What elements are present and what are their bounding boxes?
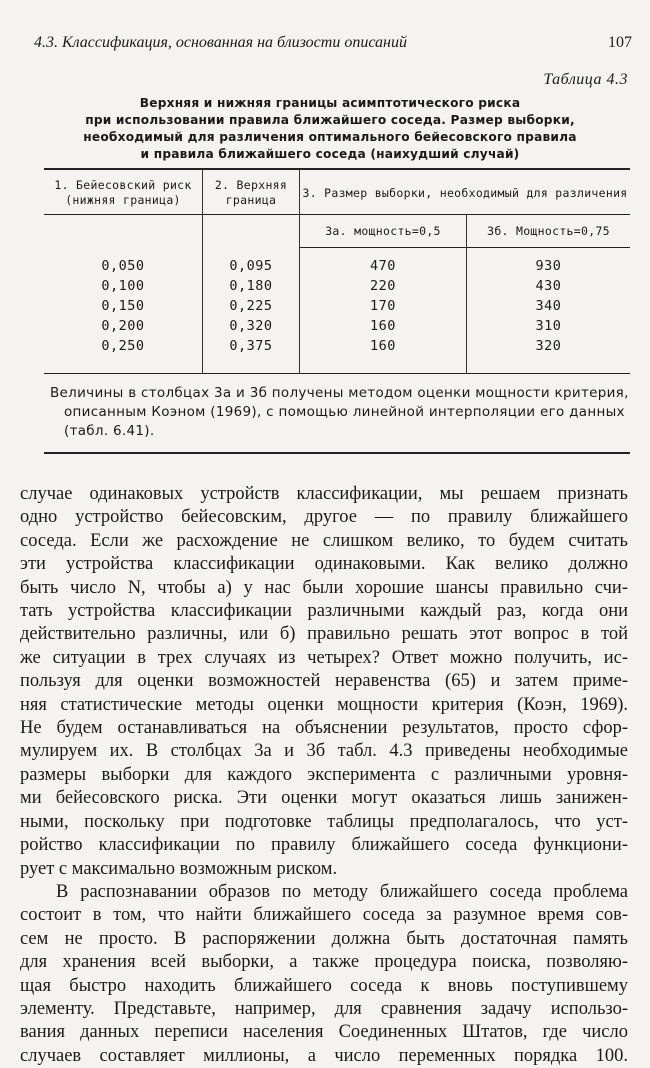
header-upper-bound bbox=[203, 178, 299, 208]
table-caption bbox=[60, 95, 600, 163]
text-line: ными, поскольку при подготовке таблицы предполагалось, что уст- bbox=[20, 811, 628, 832]
text-line: мулируем их. В столбцах 3а и 3б табл. 4.3 приведены необходимые bbox=[20, 741, 628, 762]
text-line: ройство классификации по правилу ближайшего соседа функциони- bbox=[20, 835, 628, 856]
table-label: Таблица 4.3 bbox=[543, 71, 628, 88]
text-line: случае одинаковых устройств классификации, мы решаем признать bbox=[20, 484, 628, 504]
table-bottom-rule bbox=[44, 373, 630, 374]
text-line: одно устройство бейесовским, другое — по правилу ближайшего bbox=[20, 507, 628, 528]
cell-power-05: 160 bbox=[370, 338, 396, 354]
note-line: описанным Коэном (1969), с помощью линейной интерполяции его данных bbox=[64, 404, 625, 420]
subheader-rule bbox=[299, 247, 630, 248]
header-bayes-risk-line1: 1. Бейесовский риск bbox=[54, 178, 192, 192]
text-line: состоит в том, что найти ближайшего соседа за разумное время сов- bbox=[20, 905, 628, 926]
text-line: тать устройства классификации различными каждый раз, когда они bbox=[20, 601, 628, 622]
cell-power-075: 310 bbox=[535, 318, 562, 334]
header-bayes-risk-line2: (нижняя граница) bbox=[65, 193, 181, 207]
text-line: элементу. Представьте, например, для сравнения задачу использо- bbox=[20, 998, 628, 1019]
note-line: (табл. 6.41). bbox=[64, 423, 155, 439]
cell-upper: 0,375 bbox=[229, 338, 273, 354]
header-upper-bound-line1: 2. Верхняя bbox=[214, 178, 288, 192]
text-line: эти устройства классификации одинаковыми. Как велико должно bbox=[20, 554, 628, 575]
body-text bbox=[20, 483, 628, 1068]
text-line: соседа. Если же расхождение не слишком велико, то будем считать bbox=[20, 530, 628, 551]
cell-upper: 0,225 bbox=[229, 298, 273, 314]
text-line: случаев составляет миллионы, а число переменных порядка 100. bbox=[20, 1045, 628, 1066]
cell-bayes: 0,050 bbox=[101, 258, 145, 274]
caption-line: Верхняя и нижняя границы асимптотического риска bbox=[139, 96, 521, 110]
text-line: вания данных переписи населения Соединенных Штатов, где число bbox=[20, 1022, 628, 1043]
note-bottom-rule bbox=[44, 452, 630, 454]
text-line: ми бейесовского риска. Эти оценки могут оказаться лишь занижен- bbox=[20, 788, 628, 809]
cell-bayes: 0,100 bbox=[101, 278, 145, 294]
cell-power-075: 930 bbox=[535, 258, 562, 274]
cell-upper: 0,095 bbox=[229, 258, 273, 274]
cell-power-05: 220 bbox=[370, 278, 396, 294]
header-upper-bound-line2: граница bbox=[225, 193, 277, 207]
cell-bayes: 0,250 bbox=[101, 338, 145, 354]
note-line: Величины в столбцах 3а и 3б получены методом оценки мощности критерия, bbox=[50, 385, 629, 401]
table-top-rule bbox=[44, 168, 630, 170]
text-line: Не будем останавливаться на объяснении результатов, просто сфор- bbox=[20, 718, 628, 739]
caption-line: необходимый для различения оптимального бейесовского правила bbox=[83, 130, 577, 144]
text-line: размеры выборки для каждого эксперимента с различными уровня- bbox=[20, 764, 628, 785]
text-line: действительно различны, или б) правильно решать этот вопрос в той bbox=[20, 624, 628, 645]
header-rule bbox=[44, 214, 630, 215]
paragraph-2 bbox=[20, 881, 628, 1068]
cell-power-075: 320 bbox=[535, 338, 562, 354]
header-sample-size: 3. Размер выборки, необходимый для различения bbox=[302, 186, 628, 200]
text-line: няя статистические методы оценки мощности критерия (Коэн, 1969). bbox=[20, 694, 628, 715]
cell-power-075: 340 bbox=[535, 298, 562, 314]
cell-upper: 0,320 bbox=[229, 318, 273, 334]
cell-power-05: 470 bbox=[370, 258, 396, 274]
text-line: сем не просто. В распоряжении должна быть достаточная память bbox=[20, 928, 628, 949]
paragraph-1 bbox=[20, 483, 628, 881]
header-power-05: 3а. мощность=0,5 bbox=[325, 224, 441, 238]
section-title: 4.3. Классификация, основанная на близости описаний bbox=[34, 34, 407, 51]
table-note bbox=[50, 384, 628, 441]
text-line: В распознавании образов по методу ближайшего соседа проблема bbox=[56, 881, 628, 902]
cell-bayes: 0,150 bbox=[101, 298, 145, 314]
text-line: быть число N, чтобы а) у нас были хорошие шансы правильно счи- bbox=[20, 577, 628, 598]
cell-power-05: 160 bbox=[370, 318, 396, 334]
caption-line: и правила ближайшего соседа (наихудший случай) bbox=[140, 147, 520, 161]
text-line: рует с максимально возможным риском. bbox=[20, 858, 338, 879]
text-line: же ситуации в трех случаях из четырех? Ответ можно получить, ис- bbox=[20, 647, 628, 668]
text-line: для хранения всей выборки, а также процедура поиска, позволяю- bbox=[20, 952, 628, 973]
cell-upper: 0,180 bbox=[229, 278, 273, 294]
text-line: пользуя для оценки возможностей неравенства (65) и затем приме- bbox=[20, 671, 628, 692]
cell-power-075: 430 bbox=[535, 278, 562, 294]
caption-line: при использовании правила ближайшего соседа. Размер выборки, bbox=[85, 113, 575, 127]
text-line: щая быстро находить ближайшего соседа к вновь поступившему bbox=[20, 975, 628, 996]
cell-power-05: 170 bbox=[370, 298, 396, 314]
header-bayes-risk bbox=[44, 178, 202, 208]
cell-bayes: 0,200 bbox=[101, 318, 145, 334]
header-power-075: 3б. Мощность=0,75 bbox=[487, 224, 610, 238]
page-number: 107 bbox=[608, 34, 632, 51]
